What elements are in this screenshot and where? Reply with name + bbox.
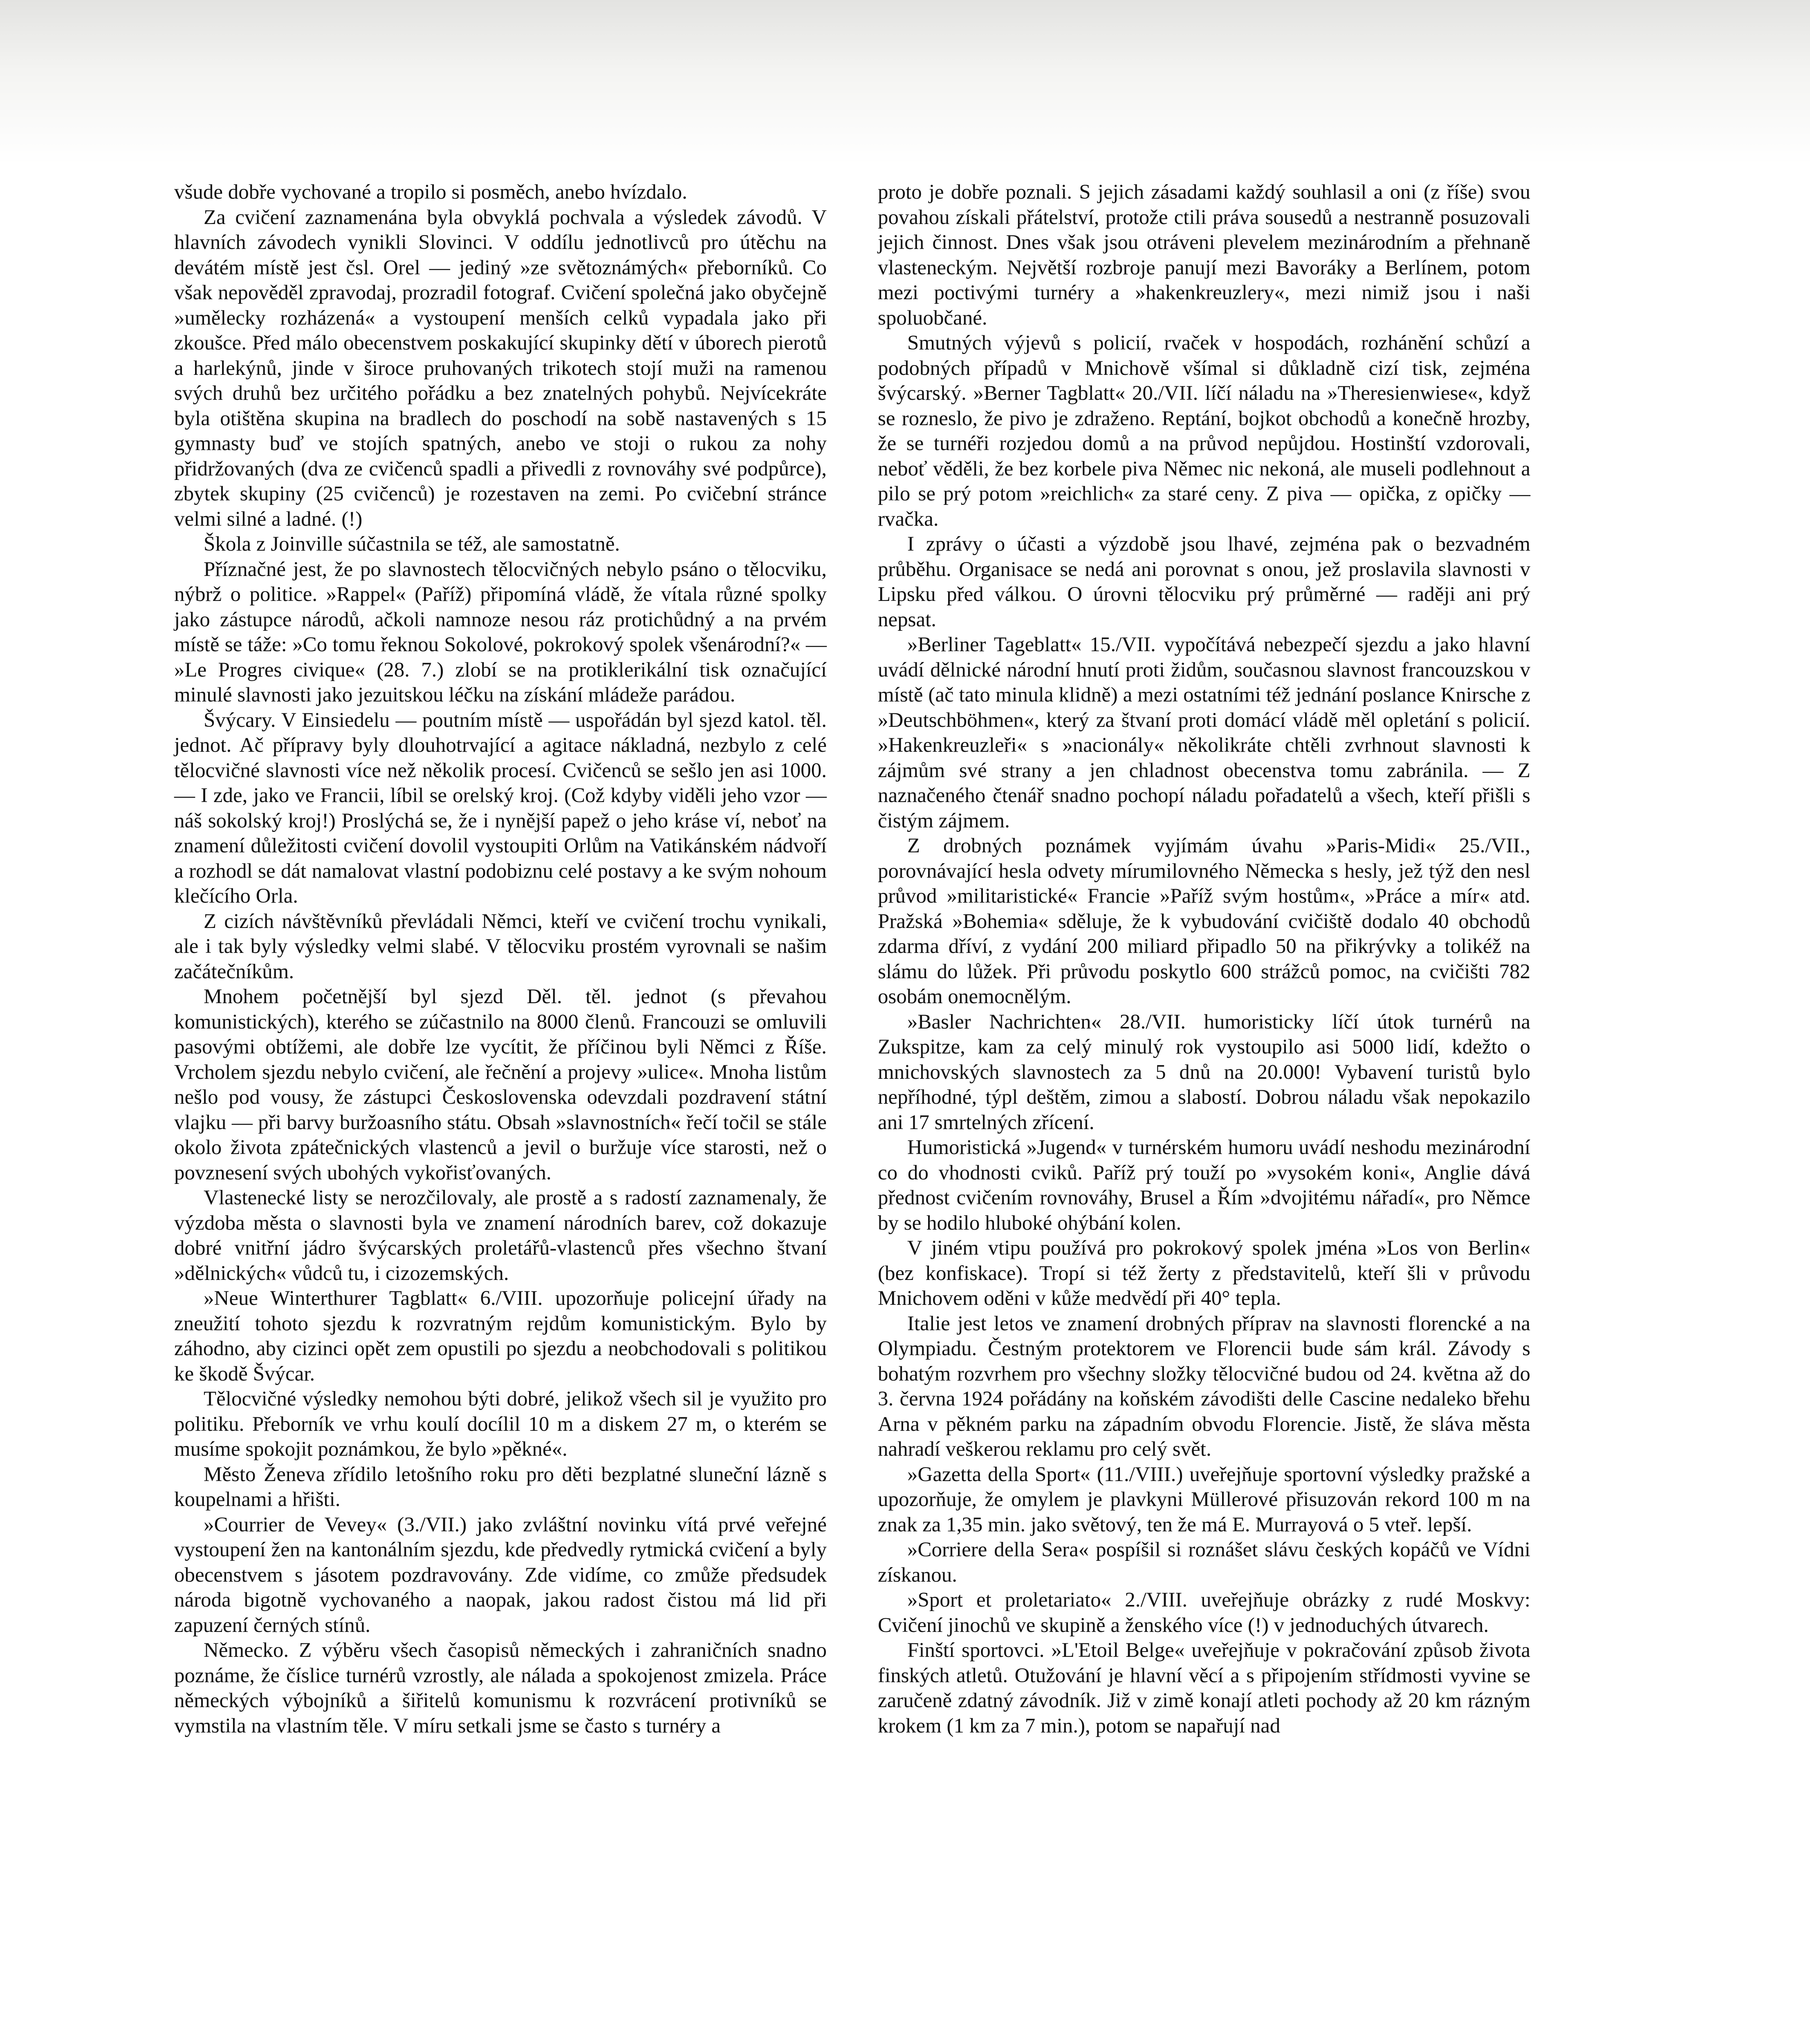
paragraph: Vlastenecké listy se nerozčilovaly, ale prostě a s radostí zaznamenaly, že výzdoba města o slavnosti byla ve znamení národních barev, což dokazuje dobré vnitřní jádro švýcarských proletářů-vlastenců přes všechno štvaní »dělnických« vůdců tu, i cizozemských. — [174, 1186, 827, 1285]
paragraph: Německo. Z výběru všech časopisů německých i zahraničních snadno poznáme, že číslice turnérů vzrostly, ale nálada a spokojenost zmizela. Práce německých výbojníků a šiřitelů komunismu k rozvrácení protivníků se vymstila na vlastním těle. V míru setkali jsme se často s turnéry a — [174, 1639, 827, 1737]
left-column — [174, 180, 827, 1739]
paragraph: Z drobných poznámek vyjímám úvahu »Paris-Midi« 25./VII., porovnávající hesla odvety mírumilovného Německa s hesly, jež týž den nesl průvod »militaristické« Francie »Paříž svým hostům«, »Práce a mír« atd. Pražská »Bohemia« sděluje, že k vybudování cvičiště dodalo 40 obchodů zdarma dříví, z vydání 200 miliard připadlo 50 na přikrývky a tolikéž na slámu do lůžek. Při průvodu poskytlo 600 strážců pomoc, na cvičišti 782 osobám onemocnělým. — [878, 834, 1530, 1008]
paragraph: I zprávy o účasti a výzdobě jsou lhavé, zejména pak o bezvadném průběhu. Organisace se nedá ani porovnat s onou, jež proslavila slavnosti v Lipsku před válkou. O úrovni tělocviku prý průměrné — raději ani prý nepsat. — [878, 533, 1530, 631]
paragraph: »Corriere della Sera« pospíšil si roznášet slávu českých kopáčů ve Vídni získanou. — [878, 1538, 1530, 1587]
paragraph: »Gazetta della Sport« (11./VIII.) uveřejňuje sportovní výsledky pražské a upozorňuje, že omylem je plavkyni Müllerové přisuzován rekord 100 m na znak za 1,35 min. jako světový, ten že má E. Murrayová o 5 vteř. lepší. — [878, 1463, 1530, 1536]
paragraph: všude dobře vychované a tropilo si posměch, anebo hvízdalo. — [174, 181, 687, 204]
paragraph: Finští sportovci. »L'Etoil Belge« uveřejňuje v pokračování způsob života finských atletů. Otužování je hlavní věcí a s připojením střídmosti vyvine se zaručeně zdatný závodník. Již v zimě konají atleti pochody až 20 km rázným krokem (1 km za 7 min.), potom se napařují nad — [878, 1639, 1530, 1737]
paragraph: Italie jest letos ve znamení drobných příprav na slavnosti florencké a na Olympiadu. Čestným protektorem ve Florencii bude sám král. Závody s bohatým rozvrhem pro všechny složky tělocvičné budou od 24. května až do 3. června 1924 pořádány na koňském závodišti delle Cascine nedaleko břehu Arna v pěkném parku na západním obvodu Florencie. Jistě, že sláva města nahradí veškerou reklamu pro celý svět. — [878, 1312, 1530, 1461]
paragraph: »Courrier de Vevey« (3./VII.) jako zvláštní novinku vítá prvé veřejné vystoupení žen na kantonálním sjezdu, kde předvedly rytmická cvičení a byly obecenstvem s jásotem pozdravovány. Zde vidíme, co zmůže předsudek národa bigotně vychovaného a naopak, jakou radost čistou má lid při zapuzení černých stínů. — [174, 1513, 827, 1637]
right-column — [878, 180, 1530, 1739]
paragraph: Tělocvičné výsledky nemohou býti dobré, jelikož všech sil je využito pro politiku. Přeborník ve vrhu koulí docílil 10 m a diskem 27 m, o kterém se musíme spokojit poznámkou, že bylo »pěkné«. — [174, 1387, 827, 1461]
paragraph: Za cvičení zaznamenána byla obvyklá pochvala a výsledek závodů. V hlavních závodech vynikli Slovinci. V oddílu jednotlivců pro útěchu na devátém místě jest čsl. Orel — jediný »ze světoznámých« přeborníků. Co však nepověděl zpravodaj, prozradil fotograf. Cvičení společná jako obyčejně »umělecky rozházená« a vystoupení menších celků vypadala jako při zkoušce. Před málo obecenstvem poskakující skupinky dětí v úborech pierotů a harlekýnů, jinde v široce pruhovaných trikotech stojí muži na ramenou svých druhů bez určitého pořádku a bez znatelných pohybů. Nejvícekráte byla otištěna skupina na bradlech do poschodí na sobě nastavených s 15 gymnasty buď ve stojích spatných, anebo ve stoji o rukou za nohy přidržovaných (dva ze cvičenců spadli a přivedli z rovnováhy své podpůrce), zbytek skupiny (25 cvičenců) je rozestaven na zemi. Po cvičební stránce velmi silné a ladné. (!) — [174, 206, 827, 531]
paragraph: Humoristická »Jugend« v turnérském humoru uvádí neshodu mezinárodní co do vhodnosti cviků. Paříž prý touží po »vysokém koni«, Anglie dává přednost cvičením rovnováhy, Brusel a Řím »dvojitému nářadí«, pro Němce by se hodilo hluboké ohýbání kolen. — [878, 1136, 1530, 1235]
paragraph: »Neue Winterthurer Tagblatt« 6./VIII. upozorňuje policejní úřady na zneužití tohoto sjezdu k rozvratným rejdům komunistickým. Bylo by záhodno, aby cizinci opět zem opustili po sjezdu a neobchodovali s politikou ke škodě Švýcar. — [174, 1287, 827, 1385]
paragraph: »Berliner Tageblatt« 15./VII. vypočítává nebezpečí sjezdu a jako hlavní uvádí dělnické národní hnutí proti židům, současnou slavnost francouzskou v místě (ač tato minula klidně) a mezi ostatními též jednání poslance Knirsche z »Deutschböhmen«, který za štvaní proti domácí vládě měl opletání s policií. »Hakenkreuzleři« s »nacionály« několikráte chtěli zvrhnout slavnosti k zájmům své strany a jen chladnost obecenstva tomu zabránila. — Z naznačeného čtenář snadno pochopí náladu pořadatelů a všech, kteří přišli s čistým zájmem. — [878, 633, 1530, 832]
paragraph: Smutných výjevů s policií, rvaček v hospodách, rozhánění schůzí a podobných případů v Mnichově všímal si důkladně cizí tisk, zejména švýcarský. »Berner Tagblatt« 20./VII. líčí náladu na »Theresienwiese«, když se rozneslo, že pivo je zdraženo. Reptání, bojkot obchodů a konečně hrozby, že se turnéři rozjedou domů a na průvod nepůjdou. Hostinští vzdorovali, neboť věděli, že bez korbele piva Němec nic nekoná, ale museli podlehnout a pilo se prý potom »reichlich« za staré ceny. Z piva — opička, z opičky — rvačka. — [878, 332, 1530, 531]
paragraph: »Basler Nachrichten« 28./VII. humoristicky líčí útok turnérů na Zukspitze, kam za celý minulý rok vystoupilo asi 5000 lidí, kdežto o mnichovských slavnostech za 5 dnů na 20.000! Vybavení turistů bylo nepříhodné, týpl deštěm, zimou a slabostí. Dobrou náladu však nepokazilo ani 17 smrtelných zřícení. — [878, 1010, 1530, 1134]
paragraph: Škola z Joinville súčastnila se též, ale samostatně. — [204, 533, 620, 556]
paragraph: Z cizích návštěvníků převládali Němci, kteří ve cvičení trochu vynikali, ale i tak byly výsledky velmi slabé. V tělocviku prostém vyrovnali se našim začátečníkům. — [174, 910, 827, 983]
paragraph: »Sport et proletariato« 2./VIII. uveřejňuje obrázky z rudé Moskvy: Cvičení jinochů ve skupině a ženského více (!) v jednoduchých útvarech. — [878, 1589, 1530, 1637]
paragraph: proto je dobře poznali. S jejich zásadami každý souhlasil a oni (z říše) svou povahou získali přátelství, protože ctili práva sousedů a nestranně posuzovali jejich činnost. Dnes však jsou otráveni plevelem mezinárodním a přehnaně vlasteneckým. Největší rozbroje panují mezi Bavoráky a Berlínem, potom mezi poctivými turnéry a »hakenkreuzlery«, mezi nimiž jsou i naši spoluobčané. — [878, 181, 1530, 329]
paragraph: Město Ženeva zřídilo letošního roku pro děti bezplatné sluneční lázně s koupelnami a hřišti. — [174, 1463, 827, 1511]
paragraph: V jiném vtipu používá pro pokrokový spolek jména »Los von Berlin« (bez konfiskace). Tropí si též žerty z představitelů, kteří šli v průvodu Mnichovem oděni v kůže medvědí při 40° tepla. — [878, 1237, 1530, 1310]
paragraph: Švýcary. V Einsiedelu — poutním místě — uspořádán byl sjezd katol. těl. jednot. Ač přípravy byly dlouhotrvající a agitace nákladná, nezbylo z celé tělocvičné slavnosti více než několik procesí. Cvičenců se sešlo jen asi 1000. — I zde, jako ve Francii, líbil se orelský kroj. (Což kdyby viděli jeho vzor — náš sokolský kroj!) Proslýchá se, že i nynější papež o jeho kráse ví, neboť na znamení důležitosti cvičení dovolil vystoupiti Orlům na Vatikánském nádvoří a rozhodl se dát namalovat vlastní podobiznu celé postavy a ke svým nohoum klečícího Orla. — [174, 708, 827, 908]
paragraph: Příznačné jest, že po slavnostech tělocvičných nebylo psáno o tělocviku, nýbrž o politice. »Rappel« (Paříž) připomíná vládě, že vítala různé spolky jako zástupce národů, ačkoli namnoze nesou ráz protichůdný a na prvém místě se táže: »Co tomu řeknou Sokolové, pokrokový spolek všenárodní?« — »Le Progres civique« (28. 7.) zlobí se na protiklerikální tisk označující minulé slavnosti jako jezuitskou léčku na získání mládeže parádou. — [174, 558, 827, 706]
paragraph: Mnohem početnější byl sjezd Děl. těl. jednot (s převahou komunistických), kterého se zúčastnilo na 8000 členů. Francouzi se omluvili pasovými obtížemi, ale dobře lze vycítit, že příčinou byli Němci z Říše. Vrcholem sjezdu nebylo cvičení, ale řečnění a projevy »ulice«. Mnoha listům nešlo pod vousy, že zástupci Československa odevzdali pozdravení státní vlajku — při barvy buržoasního státu. Obsah »slavnostních« řečí točil se stále okolo života zpátečnických vlastenců a jevil o buržuje více starosti, než o povznesení svých ubohých vykořisťovaných. — [174, 985, 827, 1184]
